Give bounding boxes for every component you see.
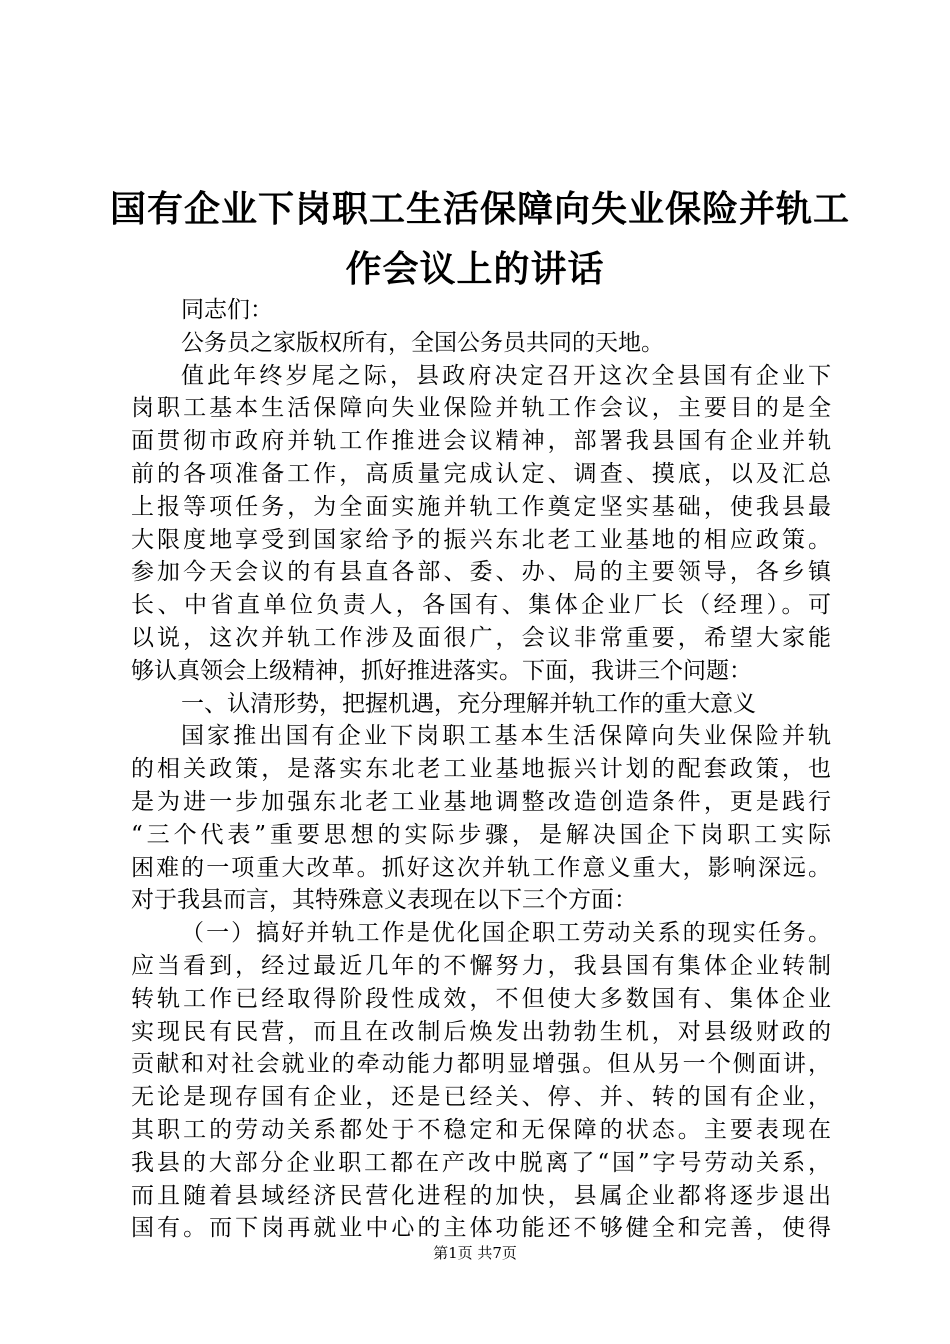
body-text-line: 以说，这次并轨工作涉及面很广，会议非常重要，希望大家能 (131, 624, 831, 651)
body-text-line: 我县的大部分企业职工都在产改中脱离了“国”字号劳动关系， (131, 1149, 831, 1176)
body-text-line: 实现民有民营，而且在改制后焕发出勃勃生机，对县级财政的 (131, 1018, 831, 1045)
document-body (131, 294, 831, 1245)
body-text-line: 大限度地享受到国家给予的振兴东北老工业基地的相应政策。 (131, 526, 831, 553)
body-text-line: 应当看到，经过最近几年的不懈努力，我县国有集体企业转制 (131, 952, 831, 979)
document-title-line-2: 作会议上的讲话 (345, 249, 605, 290)
body-text-line: 国家推出国有企业下岗职工基本生活保障向失业保险并轨 (181, 723, 831, 750)
body-text-line: 困难的一项重大改革。抓好这次并轨工作意义重大，影响深远。 (131, 854, 831, 881)
document-title-line-1: 国有企业下岗职工生活保障向失业保险并轨工 (110, 189, 851, 230)
body-text-line: 贡献和对社会就业的牵动能力都明显增强。但从另一个侧面讲， (131, 1051, 831, 1078)
page-footer: 第1页 共7页 (433, 1244, 517, 1262)
body-text-line: 面贯彻市政府并轨工作推进会议精神，部署我县国有企业并轨 (131, 428, 831, 455)
body-text-line: 转轨工作已经取得阶段性成效，不但使大多数国有、集体企业 (131, 985, 831, 1012)
body-text-line: 国有。而下岗再就业中心的主体功能还不够健全和完善，使得 (131, 1215, 831, 1242)
body-text-line: 对于我县而言，其特殊意义表现在以下三个方面： (131, 887, 637, 914)
body-text-line: 同志们： (181, 297, 273, 323)
body-text-line: 长、中省直单位负责人，各国有、集体企业厂长（经理）。可 (131, 592, 831, 619)
body-text-line: 够认真领会上级精神，抓好推进落实。下面，我讲三个问题： (131, 657, 752, 684)
body-text-line: （一）搞好并轨工作是优化国企职工劳动关系的现实任务。 (181, 920, 831, 947)
body-text-line: 岗职工基本生活保障向失业保险并轨工作会议，主要目的是全 (131, 395, 831, 422)
body-text-line: 而且随着县域经济民营化进程的加快，县属企业都将逐步退出 (131, 1182, 831, 1209)
body-text-line: 是为进一步加强东北老工业基地调整改造创造条件，更是践行 (131, 788, 831, 815)
body-text-line: 上报等项任务，为全面实施并轨工作奠定坚实基础，使我县最 (131, 493, 831, 520)
body-text-line: 一、认清形势，把握机遇，充分理解并轨工作的重大意义 (181, 690, 756, 717)
body-text-line: 值此年终岁尾之际，县政府决定召开这次全县国有企业下 (181, 362, 831, 389)
body-text-line: 前的各项准备工作，高质量完成认定、调查、摸底，以及汇总 (131, 460, 831, 487)
body-text-line: 参加今天会议的有县直各部、委、办、局的主要领导，各乡镇 (131, 559, 831, 586)
body-text-line: “三个代表”重要思想的实际步骤，是解决国企下岗职工实际 (131, 821, 831, 848)
body-text-line: 无论是现存国有企业，还是已经关、停、并、转的国有企业， (131, 1084, 831, 1111)
body-text-line: 其职工的劳动关系都处于不稳定和无保障的状态。主要表现在 (131, 1116, 831, 1143)
body-text-line: 公务员之家版权所有，全国公务员共同的天地。 (181, 329, 664, 356)
body-text-line: 的相关政策，是落实东北老工业基地振兴计划的配套政策，也 (131, 756, 831, 783)
